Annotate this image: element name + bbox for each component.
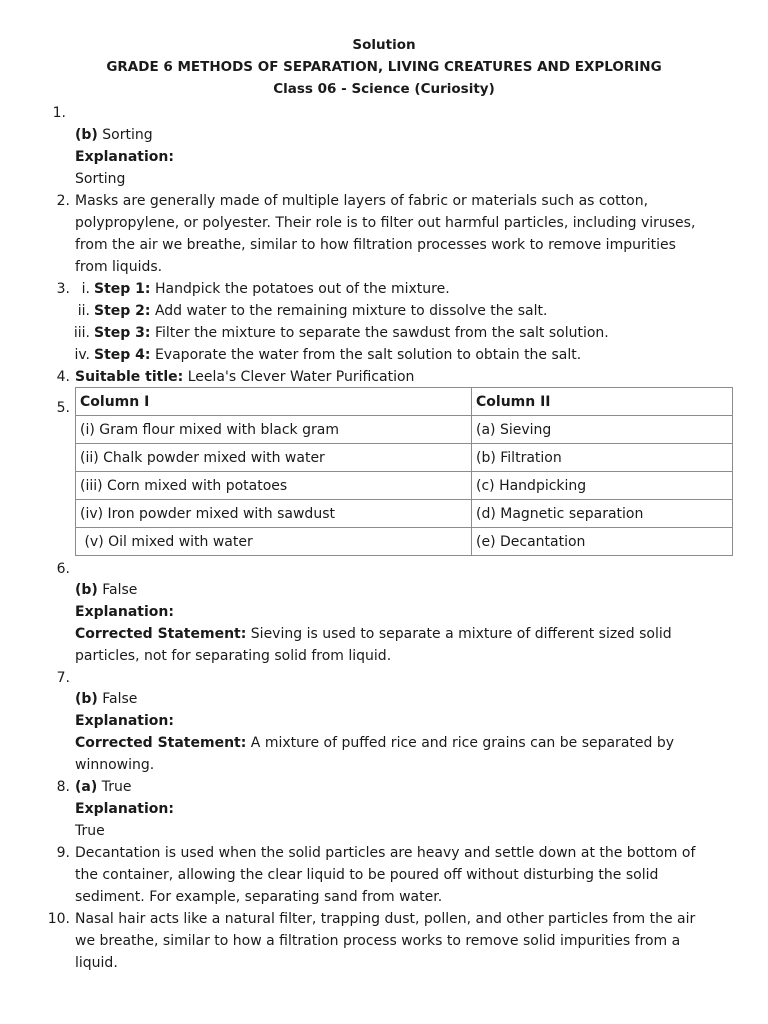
question-number-3: 3. (56, 281, 70, 297)
page-title: Solution (352, 37, 416, 53)
q1-answer (75, 125, 153, 145)
q2-line: Masks are generally made of multiple layers of fabric or materials such as cotton, (75, 193, 649, 209)
table-cell: (iv) Iron powder mixed with sawdust (76, 500, 472, 528)
q3-step-numeral: ii. (77, 303, 90, 319)
class-line: Class 06 - Science (Curiosity) (273, 81, 495, 97)
q3-step-1-label: Step 1: (94, 281, 151, 297)
question-number-9: 9. (56, 845, 70, 861)
q1-explanation-text: Sorting (75, 171, 126, 187)
table-cell: (i) Gram flour mixed with black gram (76, 416, 472, 444)
q2-line: from liquids. (75, 259, 163, 275)
worksheet-subtitle: GRADE 6 METHODS OF SEPARATION, LIVING CREATURES AND EXPLORING (106, 59, 662, 75)
q3-step-2 (94, 301, 547, 321)
column-header: Column I (76, 388, 472, 416)
q1-answer-option: (b) (75, 127, 98, 143)
q6-cs-continuation: particles, not for separating solid from liquid. (75, 648, 392, 664)
table-row (76, 444, 733, 472)
q6-answer (75, 580, 137, 600)
question-number-8: 8. (56, 779, 70, 795)
q7-answer-option: (b) (75, 691, 98, 707)
q7-cs-label: Corrected Statement: (75, 735, 247, 751)
q4-text: Leela's Clever Water Purification (183, 369, 415, 385)
q6-cs-label: Corrected Statement: (75, 626, 247, 642)
q3-step-4 (94, 345, 581, 365)
table-cell: (a) Sieving (472, 416, 733, 444)
q3-step-1-text: Handpick the potatoes out of the mixture. (150, 281, 450, 297)
q3-step-numeral: iv. (74, 347, 90, 363)
q8-explanation-text: True (75, 823, 105, 839)
table-cell: (e) Decantation (472, 528, 733, 556)
q8-answer-text: True (97, 779, 132, 795)
question-number-6: 6. (56, 561, 70, 577)
q9-line: sediment. For example, separating sand from water. (75, 889, 443, 905)
q4-answer (75, 367, 414, 387)
q9-line: Decantation is used when the solid particles are heavy and settle down at the bottom of (75, 845, 696, 861)
q7-explanation-label: Explanation: (75, 713, 174, 729)
question-number-5: 5. (56, 400, 70, 416)
q3-step-3-text: Filter the mixture to separate the sawdust from the salt solution. (150, 325, 609, 341)
table-header-row (76, 388, 733, 416)
question-number-7: 7. (56, 670, 70, 686)
q4-label: Suitable title: (75, 369, 184, 385)
q10-line: liquid. (75, 955, 118, 971)
table-cell: (b) Filtration (472, 444, 733, 472)
q6-cs-text: Sieving is used to separate a mixture of different sized solid (246, 626, 672, 642)
q10-line: Nasal hair acts like a natural filter, trapping dust, pollen, and other particles from the air (75, 911, 696, 927)
q7-corrected-statement (75, 733, 674, 753)
table-cell: (d) Magnetic separation (472, 500, 733, 528)
q3-step-2-text: Add water to the remaining mixture to dissolve the salt. (150, 303, 548, 319)
table-row (76, 528, 733, 556)
table-cell: (iii) Corn mixed with potatoes (76, 472, 472, 500)
q6-corrected-statement (75, 624, 672, 644)
q7-cs-continuation: winnowing. (75, 757, 155, 773)
q7-cs-text: A mixture of puffed rice and rice grains can be separated by (246, 735, 675, 751)
q1-explanation-label: Explanation: (75, 149, 174, 165)
table-cell: (ii) Chalk powder mixed with water (76, 444, 472, 472)
q7-answer-text: False (97, 691, 138, 707)
question-number-2: 2. (56, 193, 70, 209)
column-header: Column II (472, 388, 733, 416)
table-row (76, 472, 733, 500)
q3-step-3-label: Step 3: (94, 325, 151, 341)
q8-answer-option: (a) (75, 779, 98, 795)
matching-table (75, 387, 733, 556)
table-row (76, 416, 733, 444)
q3-step-4-label: Step 4: (94, 347, 151, 363)
question-number-4: 4. (56, 369, 70, 385)
q3-step-2-label: Step 2: (94, 303, 151, 319)
q3-step-4-text: Evaporate the water from the salt solution to obtain the salt. (150, 347, 582, 363)
table-cell: (c) Handpicking (472, 472, 733, 500)
q7-answer (75, 689, 137, 709)
q6-answer-option: (b) (75, 582, 98, 598)
q2-line: from the air we breathe, similar to how filtration processes work to remove impurities (75, 237, 676, 253)
q1-answer-text: Sorting (97, 127, 153, 143)
q10-line: we breathe, similar to how a filtration process works to remove solid impurities from a (75, 933, 681, 949)
q3-step-numeral: i. (81, 281, 90, 297)
table-cell: (v) Oil mixed with water (76, 528, 472, 556)
q2-line: polypropylene, or polyester. Their role is to filter out harmful particles, including viruses, (75, 215, 696, 231)
q9-line: the container, allowing the clear liquid to be poured off without disturbing the solid (75, 867, 659, 883)
q3-step-3 (94, 323, 609, 343)
q3-step-numeral: iii. (73, 325, 90, 341)
q6-explanation-label: Explanation: (75, 604, 174, 620)
table-row (76, 500, 733, 528)
q8-answer (75, 777, 131, 797)
question-number-1: 1. (52, 105, 66, 121)
q3-step-1 (94, 279, 450, 299)
q6-answer-text: False (97, 582, 138, 598)
question-number-10: 10. (47, 911, 70, 927)
q8-explanation-label: Explanation: (75, 801, 174, 817)
